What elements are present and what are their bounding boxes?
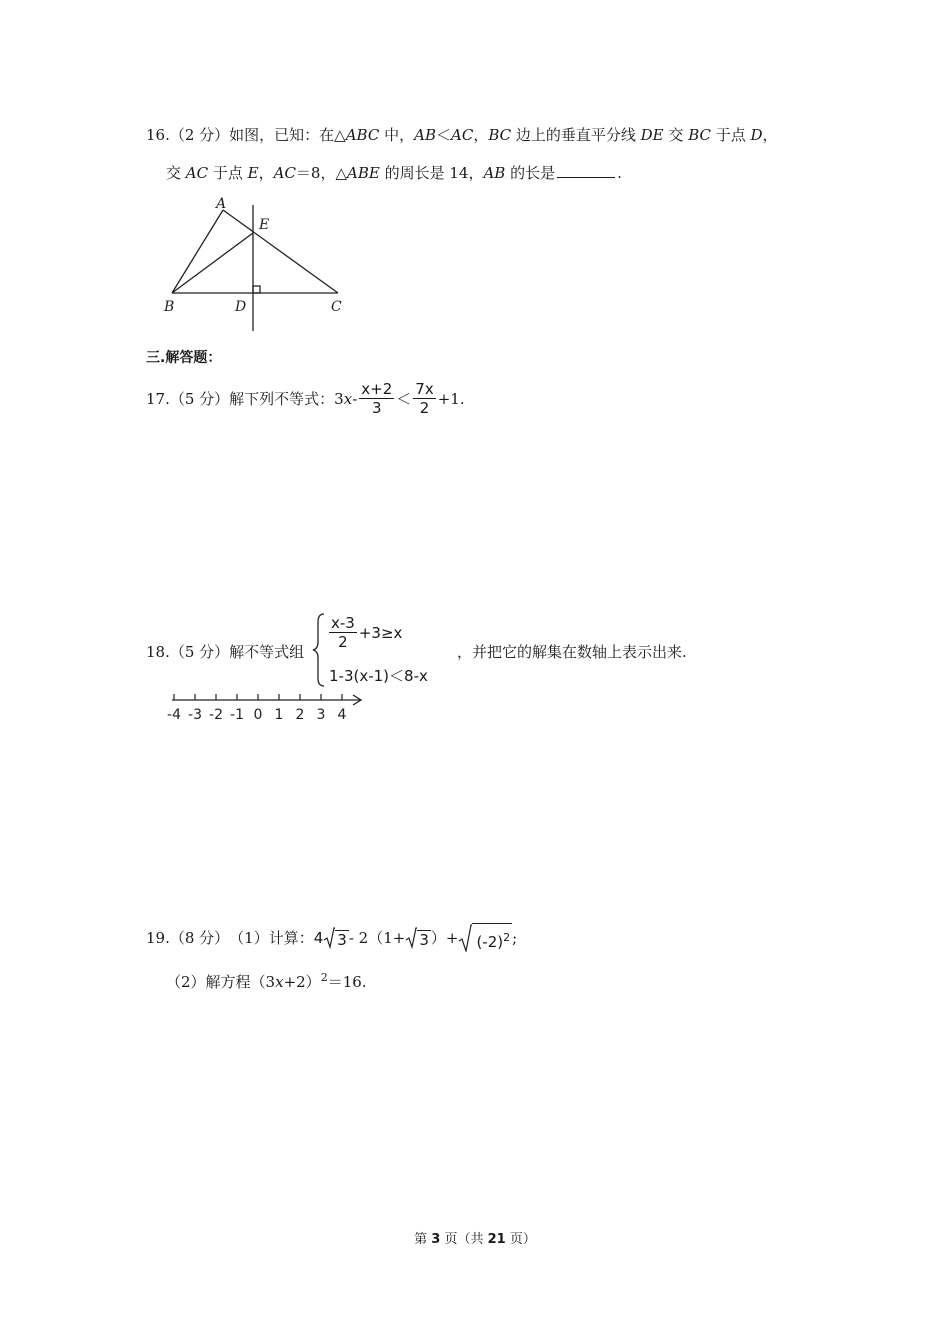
q16-line1: [146, 124, 778, 145]
label-e: E: [259, 217, 270, 233]
number-line-label: -2: [209, 707, 223, 723]
q19-number: 19.: [146, 928, 170, 947]
q16-text: 的长是: [505, 164, 556, 182]
q16-text: 交: [166, 164, 186, 182]
q18-tail: ，并把它的解集在数轴上表示出来.: [457, 643, 687, 661]
q16-bc: BC: [688, 126, 711, 144]
q16-e: E: [247, 164, 259, 182]
q16-number: 16.: [146, 126, 170, 144]
q16-text: ，: [473, 126, 489, 144]
q19-part1: [146, 923, 517, 952]
q16-score: （2 分）: [169, 126, 230, 144]
q16-text: 边上的垂直平分线: [511, 126, 641, 144]
q16-d: D: [750, 126, 763, 144]
q16-text: ＝8，△: [295, 164, 348, 182]
q16-text: 中，: [379, 126, 415, 144]
section-title: 三.解答题：: [146, 350, 222, 366]
number-line-label: -3: [188, 707, 202, 723]
radical-sign-icon: [405, 927, 417, 949]
q18-fraction: [329, 614, 357, 651]
q16-ac: AC: [185, 164, 209, 182]
q18-inequality-1: [329, 614, 402, 651]
page-footer: [0, 1228, 950, 1247]
q18-score: （5 分）: [169, 643, 230, 661]
q17-prompt: 解下列不等式：3: [229, 390, 344, 408]
q16-text: 于点: [710, 126, 751, 144]
footer-text: 第: [414, 1232, 432, 1247]
exponent: 2: [320, 971, 328, 984]
q19-text: - 2（1+: [348, 929, 406, 947]
q18-inequality-2: 1-3(x-1)＜8-x: [329, 667, 428, 685]
q16-ac: AC: [273, 164, 296, 182]
number-line-label: 4: [337, 707, 347, 723]
radical-sign-icon: [458, 924, 472, 952]
footer-text: 页（共: [440, 1232, 488, 1247]
number-line-label: 1: [274, 707, 284, 723]
q16-de: DE: [640, 126, 664, 144]
label-a: A: [216, 196, 227, 212]
label-c: C: [331, 299, 342, 315]
side-ab: [172, 210, 223, 293]
answer-blank[interactable]: [557, 163, 615, 178]
total-pages: 21: [487, 1232, 506, 1247]
q16-text: 交: [663, 126, 689, 144]
q17-x: x: [343, 389, 353, 408]
q17-score: （5 分）: [169, 390, 230, 408]
q16-abe: ABE: [347, 164, 380, 182]
number-line-label: -1: [230, 707, 244, 723]
system-brace: [312, 612, 326, 688]
q17: [146, 380, 465, 417]
q16-text: 于点: [208, 164, 248, 182]
segment-be: [172, 233, 253, 293]
q18-prefix: [146, 641, 304, 662]
q16-line2: [166, 162, 622, 183]
fraction-denominator: 2: [338, 633, 348, 651]
sqrt-neg2-squared: [458, 923, 512, 952]
q16-text: ，: [258, 164, 274, 182]
q17-fraction-1: [359, 380, 394, 417]
q16-lt: ＜: [435, 126, 451, 144]
q16-ab: AB: [414, 126, 436, 144]
q18-ineq1-rest: +3≥x: [358, 623, 403, 642]
q18-number: 18.: [146, 643, 170, 661]
footer-text: 页）: [505, 1232, 536, 1247]
number-line-label: 2: [295, 707, 305, 723]
q17-number: 17.: [146, 389, 170, 408]
exponent: 2: [503, 931, 511, 944]
q19-text: ）+: [430, 929, 459, 947]
radicand: 3: [337, 930, 347, 949]
q16-bc: BC: [488, 126, 512, 144]
q17-fraction-2: [413, 380, 435, 417]
q19-text: +2）: [283, 973, 321, 991]
q16-text: 的周长是 14，: [379, 164, 484, 182]
number-line: [160, 690, 370, 724]
radicand: (-2): [476, 933, 504, 951]
current-page: 3: [431, 1232, 441, 1247]
q16-text: ，: [762, 126, 778, 144]
q19-part2-label: （2）解方程（3: [166, 973, 276, 991]
q19-text: ;: [512, 928, 518, 947]
label-d: D: [235, 299, 247, 315]
number-line-label: 0: [253, 707, 263, 723]
q16-text: 如图，已知：在△: [229, 126, 346, 144]
q16-abc: ABC: [345, 126, 380, 144]
radical-sign-icon: [323, 927, 335, 949]
number-line-label: 3: [316, 707, 326, 723]
fraction-numerator: x+2: [361, 380, 393, 398]
q19-x: x: [275, 973, 284, 991]
sqrt-3-b: [405, 927, 431, 949]
right-angle-mark: [253, 286, 260, 293]
fraction-denominator: 2: [419, 399, 430, 417]
q17-lt: ＜: [396, 390, 412, 408]
q19-score: （8 分）: [169, 929, 230, 947]
fraction-numerator: x-3: [331, 614, 355, 632]
fraction-numerator: 7x: [415, 380, 434, 398]
fraction-denominator: 3: [371, 399, 382, 417]
q17-minus: -: [352, 389, 358, 408]
q16-ab: AB: [483, 164, 506, 182]
q16-ac: AC: [451, 126, 474, 144]
q19-text: ＝16.: [327, 973, 367, 991]
number-line-label: -4: [167, 707, 181, 723]
q18-prompt: 解不等式组: [229, 643, 305, 661]
q19-part1-label: （1）计算：: [229, 929, 314, 947]
q17-tail: +1.: [437, 389, 465, 408]
q19-part2: [166, 971, 367, 992]
triangle-figure: [160, 193, 360, 335]
sqrt-3-a: [323, 927, 349, 949]
q19-coef: 4: [313, 928, 324, 947]
label-b: B: [164, 299, 175, 315]
q16-text: .: [617, 164, 622, 182]
radicand: 3: [419, 930, 429, 949]
side-ac: [223, 210, 338, 293]
